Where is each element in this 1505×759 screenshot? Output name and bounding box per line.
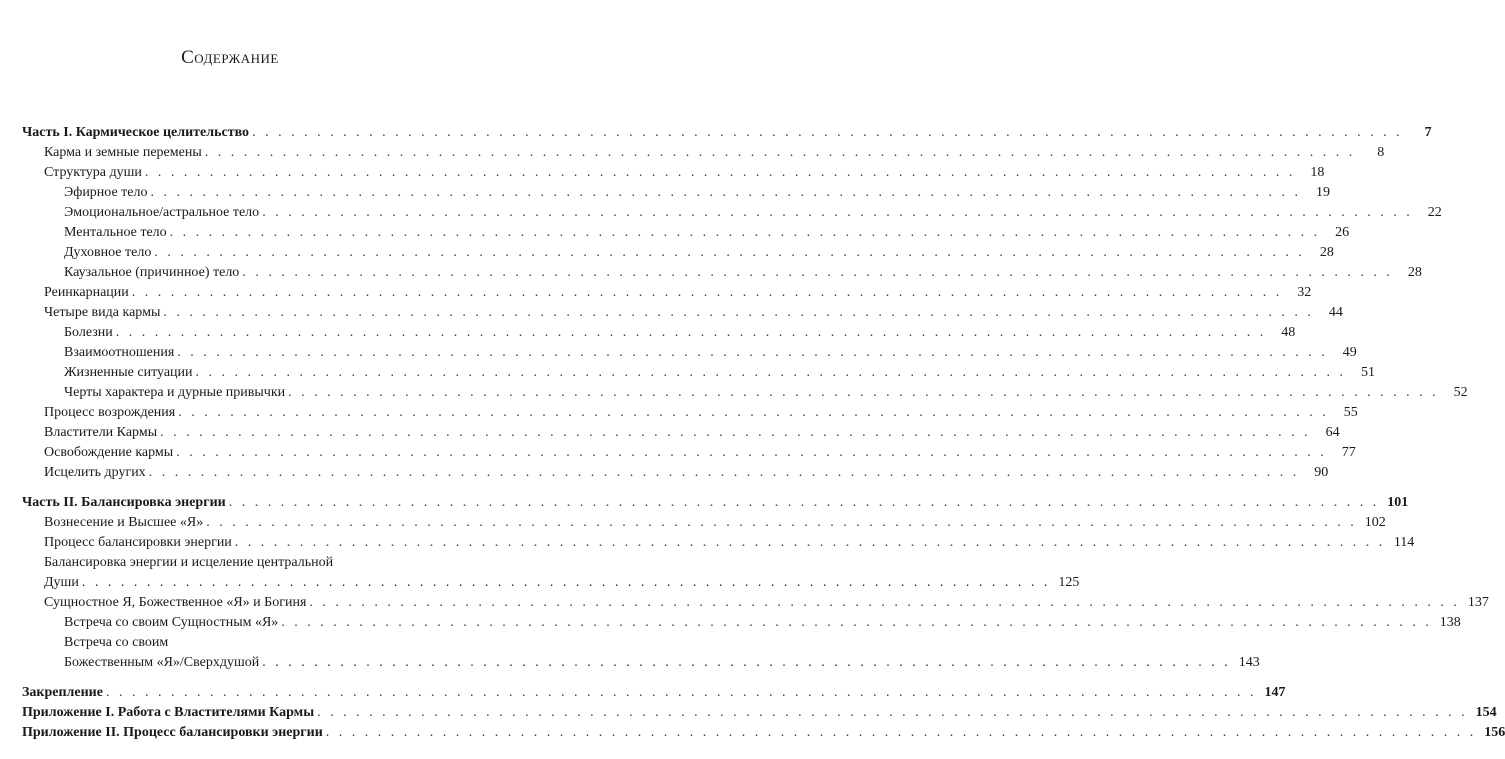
toc-entry[interactable]	[22, 283, 1312, 303]
toc-entry-title: Ментальное тело	[64, 225, 167, 240]
toc-entry-title: Приложение II. Процесс балансировки энергии	[22, 725, 323, 740]
toc-entry-title-line2: Души	[44, 575, 79, 590]
toc-entry[interactable]	[22, 383, 1468, 403]
toc-entry-page: 138	[1439, 615, 1461, 630]
dot-leader	[116, 323, 1267, 343]
dot-leader	[176, 443, 1327, 463]
dot-leader	[151, 183, 1302, 203]
toc-entry[interactable]	[22, 443, 1356, 463]
toc-entry-title: Освобождение кармы	[44, 445, 174, 460]
section-gap	[22, 673, 442, 683]
toc-entry-page: 52	[1453, 385, 1468, 400]
toc-entry-title: Часть I. Кармическое целительство	[22, 125, 250, 140]
dot-leader	[235, 533, 1386, 553]
toc-entry-page: 154	[1475, 705, 1497, 720]
dot-leader	[242, 263, 1393, 283]
toc-entry-title: Исцелить других	[44, 465, 146, 480]
dot-leader	[206, 513, 1357, 533]
toc-entry-page: 28	[1407, 265, 1422, 280]
toc-entry[interactable]	[22, 553, 1080, 593]
toc-entry[interactable]	[22, 423, 1340, 443]
toc-entry-title: Черты характера и дурные привычки	[64, 385, 286, 400]
toc-entry-page: 114	[1393, 535, 1415, 550]
toc-entry-page: 90	[1314, 465, 1329, 480]
toc-entry-title: Каузальное (причинное) тело	[64, 265, 240, 280]
toc-entry[interactable]	[22, 463, 1329, 483]
toc-entry-page: 101	[1387, 495, 1409, 510]
toc-entry[interactable]	[22, 613, 1461, 633]
toc-entry-title: Четыре вида кармы	[44, 305, 161, 320]
dot-leader	[281, 613, 1432, 633]
toc-entry-title: Эфирное тело	[64, 185, 148, 200]
toc-entry[interactable]	[22, 303, 1343, 323]
toc-entry[interactable]	[22, 143, 1385, 163]
dot-leader	[160, 423, 1311, 443]
toc-entry-closing[interactable]	[22, 683, 1286, 703]
toc-entry-title: Властители Кармы	[44, 425, 158, 440]
toc-entry-page: 147	[1264, 685, 1286, 700]
toc-entry[interactable]	[22, 633, 1260, 673]
toc-entry-title: Встреча со своим Сущностным «Я»	[64, 615, 279, 630]
dot-leader	[262, 203, 1413, 223]
toc-entry-title: Приложение I. Работа с Властителями Кармы	[22, 705, 315, 720]
toc-entry-page: 137	[1467, 595, 1489, 610]
toc-entry-page: 51	[1361, 365, 1376, 380]
dot-leader	[106, 683, 1257, 703]
toc-entry[interactable]	[22, 223, 1350, 243]
toc-entry-page: 26	[1335, 225, 1350, 240]
dot-leader	[205, 143, 1356, 163]
toc-entry[interactable]	[22, 263, 1422, 283]
toc-entry-page: 64	[1325, 425, 1340, 440]
toc-entry[interactable]	[22, 243, 1334, 263]
dot-leader	[196, 363, 1347, 383]
dot-leader	[177, 343, 1328, 363]
dot-leader	[82, 573, 1051, 593]
toc-entry-page: 32	[1297, 285, 1312, 300]
toc-entry[interactable]	[22, 403, 1358, 423]
toc-entry-title: Жизненные ситуации	[64, 365, 193, 380]
toc-entry-page: 143	[1238, 655, 1260, 670]
toc-entry-title: Закрепление	[22, 685, 103, 700]
toc-entry-title: Карма и земные перемены	[44, 145, 202, 160]
toc-entry-title: Вознесение и Высшее «Я»	[44, 515, 204, 530]
dot-leader	[262, 653, 1231, 673]
dot-leader	[326, 723, 1477, 743]
toc-entry-title: Реинкарнации	[44, 285, 129, 300]
toc-entry-title: Часть II. Балансировка энергии	[22, 495, 226, 510]
page-title: Содержание	[181, 47, 279, 68]
toc-entry-page: 44	[1328, 305, 1343, 320]
toc-entry-page: 55	[1343, 405, 1358, 420]
table-of-contents	[22, 123, 1505, 743]
dot-leader	[163, 303, 1314, 323]
toc-entry-page: 48	[1281, 325, 1296, 340]
toc-entry-title: Процесс балансировки энергии	[44, 535, 232, 550]
toc-entry-title: Процесс возрождения	[44, 405, 176, 420]
toc-entry[interactable]	[22, 513, 1386, 533]
toc-entry-title: Духовное тело	[64, 245, 152, 260]
toc-entry[interactable]	[22, 183, 1331, 203]
toc-entry-page: 8	[1377, 145, 1385, 160]
toc-entry[interactable]	[22, 323, 1296, 343]
toc-entry-appendix-1[interactable]	[22, 703, 1497, 723]
toc-entry-title: Сущностное Я, Божественное «Я» и Богиня	[44, 595, 307, 610]
toc-entry-appendix-2[interactable]	[22, 723, 1505, 743]
toc-entry-title-line2: Божественным «Я»/Сверхдушой	[64, 655, 260, 670]
dot-leader	[178, 403, 1329, 423]
toc-entry-part-2[interactable]	[22, 493, 1409, 513]
toc-entry[interactable]	[22, 593, 1489, 613]
toc-entry[interactable]	[22, 533, 1415, 553]
toc-entry-title-line1: Встреча со своим	[64, 635, 169, 650]
toc-entry[interactable]	[22, 203, 1442, 223]
dot-leader	[317, 703, 1468, 723]
toc-entry-title: Эмоциональное/астральное тело	[64, 205, 260, 220]
dot-leader	[229, 493, 1380, 513]
toc-entry-page: 19	[1316, 185, 1331, 200]
toc-entry-page: 7	[1424, 125, 1432, 140]
dot-leader	[132, 283, 1283, 303]
toc-entry[interactable]	[22, 343, 1357, 363]
toc-entry-page: 28	[1319, 245, 1334, 260]
toc-entry[interactable]	[22, 163, 1325, 183]
toc-entry-page: 125	[1058, 575, 1080, 590]
toc-entry-title: Взаимоотношения	[64, 345, 175, 360]
dot-leader	[170, 223, 1321, 243]
dot-leader	[154, 243, 1305, 263]
toc-entry-page: 77	[1341, 445, 1356, 460]
dot-leader	[288, 383, 1439, 403]
toc-entry-page: 22	[1427, 205, 1442, 220]
toc-entry-title: Болезни	[64, 325, 113, 340]
toc-entry-page: 102	[1364, 515, 1386, 530]
toc-entry-page: 49	[1342, 345, 1357, 360]
dot-leader	[145, 163, 1296, 183]
dot-leader	[149, 463, 1300, 483]
section-gap	[22, 483, 442, 493]
toc-entry-page: 156	[1484, 725, 1505, 740]
toc-entry-title-line1: Балансировка энергии и исцеление центральной	[44, 555, 334, 570]
dot-leader	[309, 593, 1460, 613]
toc-entry-title: Структура души	[44, 165, 142, 180]
dot-leader	[252, 123, 1403, 143]
toc-entry[interactable]	[22, 363, 1376, 383]
toc-entry-page: 18	[1310, 165, 1325, 180]
toc-entry-part-1[interactable]	[22, 123, 1432, 143]
